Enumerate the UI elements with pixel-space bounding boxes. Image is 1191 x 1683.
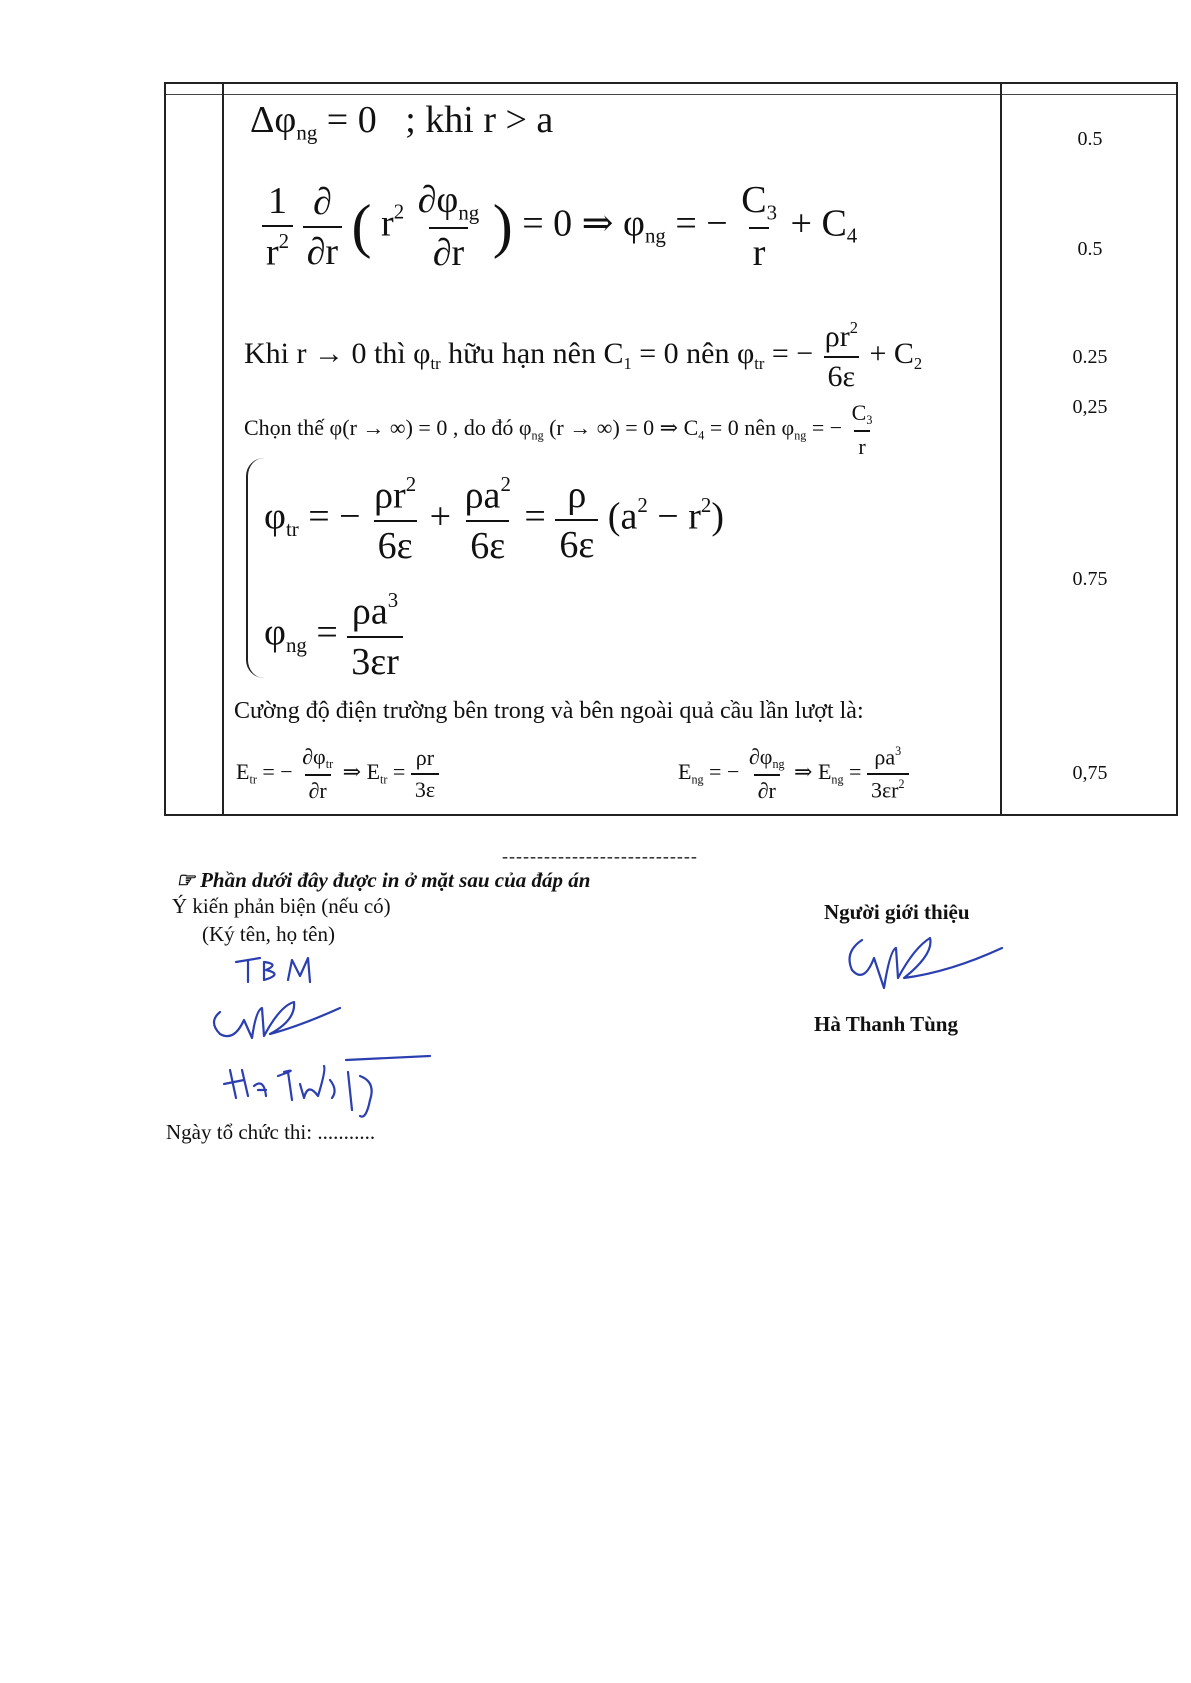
inner-field-result: $E_{tr}$ = − $\frac{\partial\varphi_{tr}}{\partial r}$ ⇒ $E_{tr}$ = $\frac{\rho r}{3\varepsilon}$ (236, 744, 439, 804)
score-cell: 0,25 (1072, 396, 1108, 418)
system-brace (246, 458, 266, 678)
radial-laplace-equation: $\frac{1}{r^2}$ $\frac{\partial}{\partial r}$ ( $r^2$ $\frac{\partial\varphi_{ng}}{\partial r}$ ) = 0 ⇒ $\varphi_{ng}$ = − $\frac{C_3}{r}$ + $C_4$ (262, 178, 857, 275)
score-cell: 0.75 (1072, 568, 1108, 590)
field-intro-text: Cường độ điện trường bên trong và bên ngoài quả cầu lần lượt là: (234, 698, 864, 724)
exam-date-label: Ngày tổ chức thi: ........... (166, 1120, 376, 1144)
laplace-outside-equation: $\Delta\varphi_{ng} = 0$ ; khi r > a (250, 99, 554, 145)
outer-potential-condition: Chọn thế φ(r → ∞) = 0 , do đó $\varphi_{ng}$ (r → ∞) = 0 ⇒ $C_4 = 0$ nên $\varphi_{ng}$ = − $\frac{C_3}{r}$ (244, 400, 873, 460)
introducer-label: Người giới thiệu (824, 900, 970, 924)
table-top-rule (166, 94, 1176, 95)
table-column-divider-left (222, 84, 224, 814)
inner-potential-result: $\varphi_{tr}$ = − $\frac{\rho r^2}{6\varepsilon}$ + $\frac{\rho a^2}{6\varepsilon}$ = $\frac{\rho}{6\varepsilon}$ $(a^2 - r^2)$ (264, 472, 724, 567)
score-cell: 0.25 (1072, 346, 1108, 368)
outer-potential-result: $\varphi_{ng}$ = $\frac{\rho a^3}{3\varepsilon r}$ (264, 588, 403, 684)
backside-note: ☞ Phần dưới đây được in ở mặt sau của đáp án (176, 868, 591, 892)
inner-potential-condition: Khi r → 0 thì $\varphi_{tr}$ hữu hạn nên $C_1 = 0$ nên $\varphi_{tr}$ = − $\frac{\rho r^2}{6\varepsilon}$ + $C_2$ (244, 318, 923, 394)
score-cell: 0.5 (1077, 128, 1103, 150)
introducer-name: Hà Thanh Tùng (814, 1012, 958, 1036)
table-column-divider-right (1000, 84, 1002, 814)
score-cell: 0.5 (1077, 238, 1103, 260)
sign-hint: (Ký tên, họ tên) (202, 922, 335, 946)
introducer-signature (840, 928, 1010, 1004)
score-cell: 0,75 (1072, 762, 1108, 784)
section-separator: ---------------------------- (502, 846, 698, 866)
reviewer-signature (200, 950, 480, 1126)
outer-field-result: $E_{ng}$ = − $\frac{\partial\varphi_{ng}}{\partial r}$ ⇒ $E_{ng}$ = $\frac{\rho a^3}{3\varepsilon r^2}$ (678, 744, 909, 804)
review-label: Ý kiến phản biện (nếu có) (172, 894, 391, 918)
